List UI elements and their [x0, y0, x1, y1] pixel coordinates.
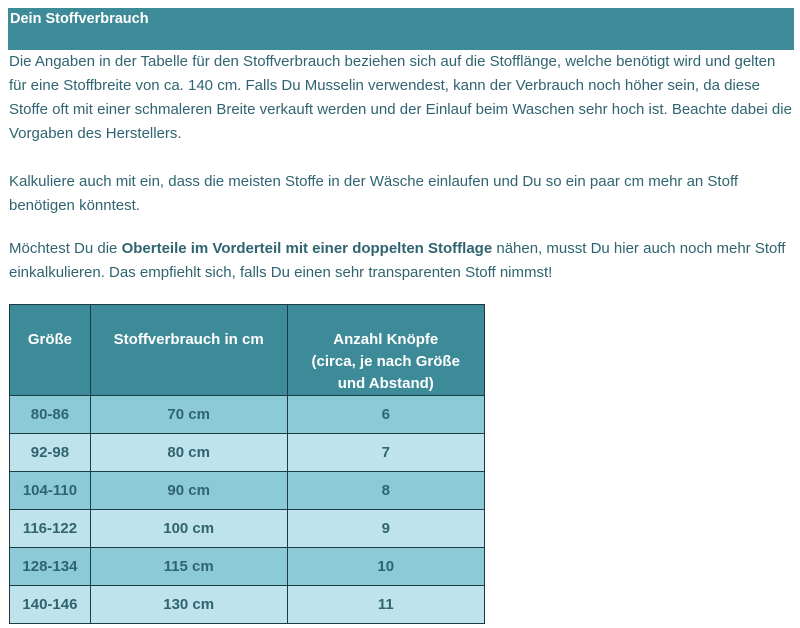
double-layer-text-start: Möchtest Du die	[9, 240, 122, 257]
header-buttons-line-2: (circa, je nach Größe	[311, 353, 460, 370]
fabric-cell: 80 cm	[90, 434, 287, 472]
header-buttons-line-3: und Abstand)	[337, 375, 434, 392]
table-row	[10, 586, 485, 624]
table-row	[10, 472, 485, 510]
section-title: Dein Stoffverbrauch	[10, 11, 149, 27]
size-cell: 104-110	[10, 472, 91, 510]
buttons-cell: 6	[287, 396, 485, 434]
size-cell: 128-134	[10, 548, 91, 586]
fabric-cell: 130 cm	[90, 586, 287, 624]
section-header	[8, 8, 794, 50]
double-layer-text-end: nähen, musst Du hier auch noch mehr Stoff einkalkulieren. Das empfiehlt sich, falls Du einen sehr transparenten Stoff nimmst!	[9, 240, 786, 281]
table-row	[10, 510, 485, 548]
fabric-consumption-table	[9, 304, 485, 624]
size-cell: 92-98	[10, 434, 91, 472]
table-row	[10, 396, 485, 434]
size-cell: 116-122	[10, 510, 91, 548]
buttons-cell: 11	[287, 586, 485, 624]
header-fabric: Stoffverbrauch in cm	[90, 305, 287, 396]
header-size: Größe	[10, 305, 91, 396]
table-row	[10, 548, 485, 586]
fabric-cell: 100 cm	[90, 510, 287, 548]
size-cell: 80-86	[10, 396, 91, 434]
fabric-cell: 70 cm	[90, 396, 287, 434]
double-layer-emphasis: Oberteile im Vorderteil mit einer doppelten Stofflage	[121, 240, 493, 257]
shrinkage-paragraph: Kalkuliere auch mit ein, dass die meisten Stoffe in der Wäsche einlaufen und Du so ein paar cm mehr an Stoff benötigen könntest.	[9, 173, 739, 214]
buttons-cell: 10	[287, 548, 485, 586]
fabric-cell: 115 cm	[90, 548, 287, 586]
table-row	[10, 434, 485, 472]
buttons-cell: 7	[287, 434, 485, 472]
table-header-row	[10, 305, 485, 396]
fabric-cell: 90 cm	[90, 472, 287, 510]
header-buttons	[287, 305, 485, 396]
header-buttons-line-1: Anzahl Knöpfe	[333, 331, 439, 348]
intro-paragraph: Die Angaben in der Tabelle für den Stoffverbrauch beziehen sich auf die Stofflänge, welche benötigt wird und gelten für eine Stoffbreite von ca. 140 cm. Falls Du Musselin verwendest, kann der Verbrauch noch höher sein, da diese Stoffe oft mit einer schmaleren Breite verkauft werden und der Einlauf beim Waschen sehr hoch ist. Beachte dabei die Vorgaben des Herstellers.	[9, 53, 792, 142]
double-layer-paragraph	[9, 237, 794, 285]
buttons-cell: 8	[287, 472, 485, 510]
buttons-cell: 9	[287, 510, 485, 548]
size-cell: 140-146	[10, 586, 91, 624]
